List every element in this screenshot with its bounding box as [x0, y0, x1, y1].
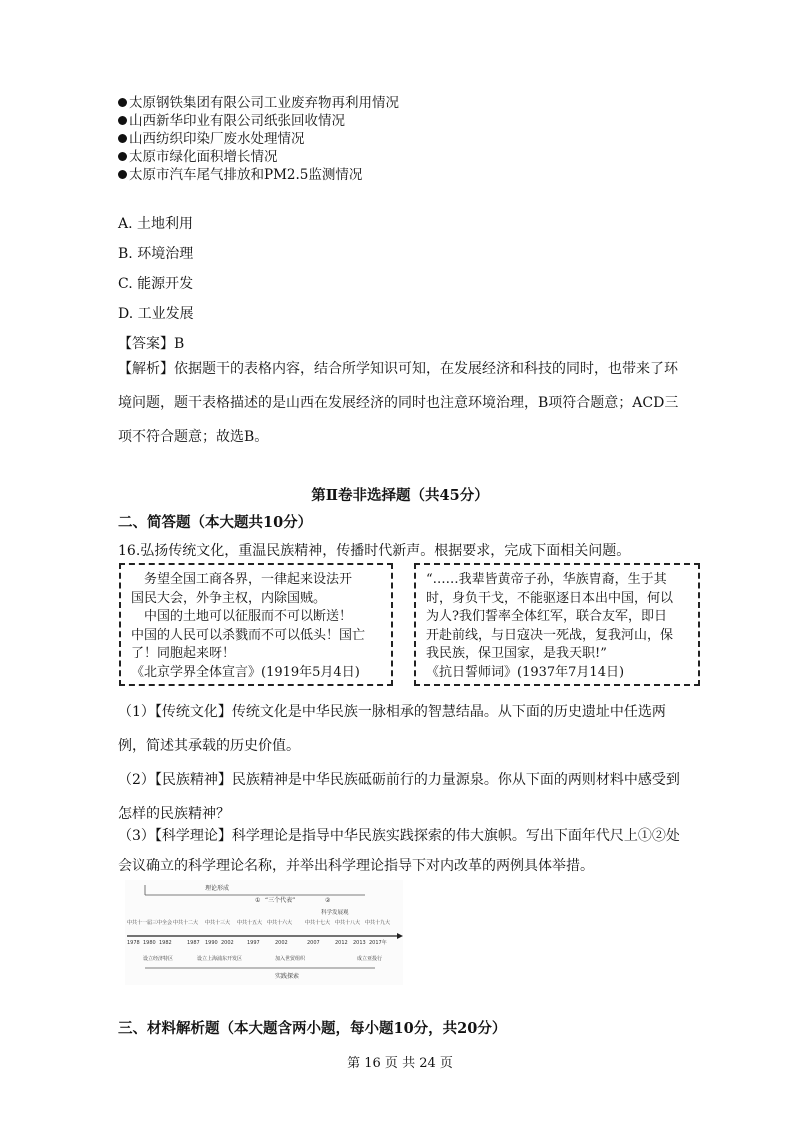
bullet-list	[118, 94, 399, 184]
bullet-item: 太原钢铁集团有限公司工业废弃物再利用情况	[118, 94, 399, 112]
question-3: （3）【科学理论】科学理论是指导中华民族实践探索的伟大旗帜。写出下面年代尺上①②处会议确立的科学理论名称，并举出科学理论指导下对内改革的两例具体举措。	[118, 828, 680, 874]
answer: 【答案】B	[118, 336, 185, 352]
bullet-dot-icon	[118, 98, 127, 107]
bullet-dot-icon	[118, 170, 127, 179]
option-d: D. 工业发展	[118, 306, 194, 322]
event-label: 设立经济特区	[143, 956, 174, 962]
analysis: 【解析】依据题干的表格内容，结合所学知识可知，在发展经济和科技的同时，也带来了环境问题，题干表格描述的是山西在发展经济的同时也注意环境治理，B项符合题意；ACD三项不符合题意；故选B。	[118, 361, 679, 445]
bullet-dot-icon	[118, 134, 127, 143]
bullet-dot-icon	[118, 152, 127, 161]
source-box-left: 务望全国工商各界，一律起来设法开 国民大会，外争主权，内除国贼。 中国的土地可以征服而不可以断送！ 中国的人民可以杀戮而不可以低头！国亡 了！同胞起来呀！ 《北京学界全体宣言》(1919年5月4日)	[119, 563, 393, 686]
meeting-label: 中共十五大	[237, 920, 263, 926]
timeline-figure	[125, 880, 403, 985]
three-represents-label: “三个代表”	[265, 897, 296, 904]
svg-text:2012: 2012	[335, 940, 348, 946]
svg-text:1987: 1987	[187, 940, 200, 946]
svg-text:1982: 1982	[159, 940, 172, 946]
svg-text:2007: 2007	[307, 940, 320, 946]
meeting-label: 中共十一届三中全会	[127, 920, 173, 926]
q16-stem: 16.弘扬传统文化，重温民族精神，传播时代新声。根据要求，完成下面相关问题。	[118, 543, 631, 559]
section2-title: 第Ⅱ卷非选择题（共45分）	[311, 487, 489, 504]
svg-text:2017年: 2017年	[369, 940, 387, 946]
svg-text:1990: 1990	[205, 940, 218, 946]
bullet-dot-icon	[118, 116, 127, 125]
svg-text:1978: 1978	[127, 940, 140, 946]
meeting-label: 中共十九大	[365, 920, 391, 926]
source-box-right: “……我辈皆黄帝子孙，华族胄裔，生于其 时，身负干戈，不能驱逐日本出中国，何以 为人?我们誓率全体红军，联合友军，即日 开赴前线，与日寇决一死战，复我河山，保 我民族，保卫国家，是我天职!” 《抗日誓师词》(1937年7月14日)	[414, 563, 700, 686]
meeting-label: 中共十三大	[205, 920, 231, 926]
bullet-item: 太原市汽车尾气排放和PM2.5监测情况	[118, 166, 399, 184]
svg-text:2013: 2013	[353, 940, 366, 946]
circle-2-label: ②	[325, 897, 331, 904]
event-label: 加入世贸组织	[275, 956, 306, 962]
meeting-label: 中共十八大	[335, 920, 361, 926]
bullet-item: 太原市绿化面积增长情况	[118, 148, 399, 166]
section3-title: 三、材料解析题（本大题含两小题，每小题10分，共20分）	[118, 1020, 507, 1037]
option-c: C. 能源开发	[118, 276, 194, 292]
meeting-label: 中共十二大	[173, 920, 199, 926]
subsection-title: 二、简答题（本大题共10分）	[118, 514, 313, 531]
svg-text:2002: 2002	[221, 940, 234, 946]
meeting-label: 中共十六大	[267, 920, 293, 926]
page-footer: 第 16 页 共 24 页	[347, 1056, 453, 1071]
svg-text:1980: 1980	[143, 940, 156, 946]
bullet-item: 山西新华印业有限公司纸张回收情况	[118, 112, 399, 130]
timeline-bottom-label: 实践探索	[275, 973, 300, 980]
option-b: B. 环境治理	[118, 246, 194, 262]
bullet-item: 山西纺织印染厂废水处理情况	[118, 130, 399, 148]
event-label: 设立上海浦东开发区	[197, 956, 243, 962]
event-label: 成立亚投行	[357, 956, 383, 962]
circle-1-label: ①	[255, 897, 261, 904]
option-a: A. 土地利用	[118, 216, 194, 232]
meeting-label: 中共十七大	[305, 920, 331, 926]
question-2: （2）【民族精神】民族精神是中华民族砥砺前行的力量源泉。你从下面的两则材料中感受到怎样的民族精神？	[118, 772, 680, 822]
question-1: （1）【传统文化】传统文化是中华民族一脉相承的智慧结晶。从下面的历史遗址中任选两例，简述其承载的历史价值。	[118, 704, 666, 754]
sci-dev-label: 科学发展观	[321, 910, 349, 916]
svg-text:2002: 2002	[275, 940, 288, 946]
svg-text:1997: 1997	[247, 940, 260, 946]
timeline-top-label: 理论形成	[205, 885, 230, 892]
